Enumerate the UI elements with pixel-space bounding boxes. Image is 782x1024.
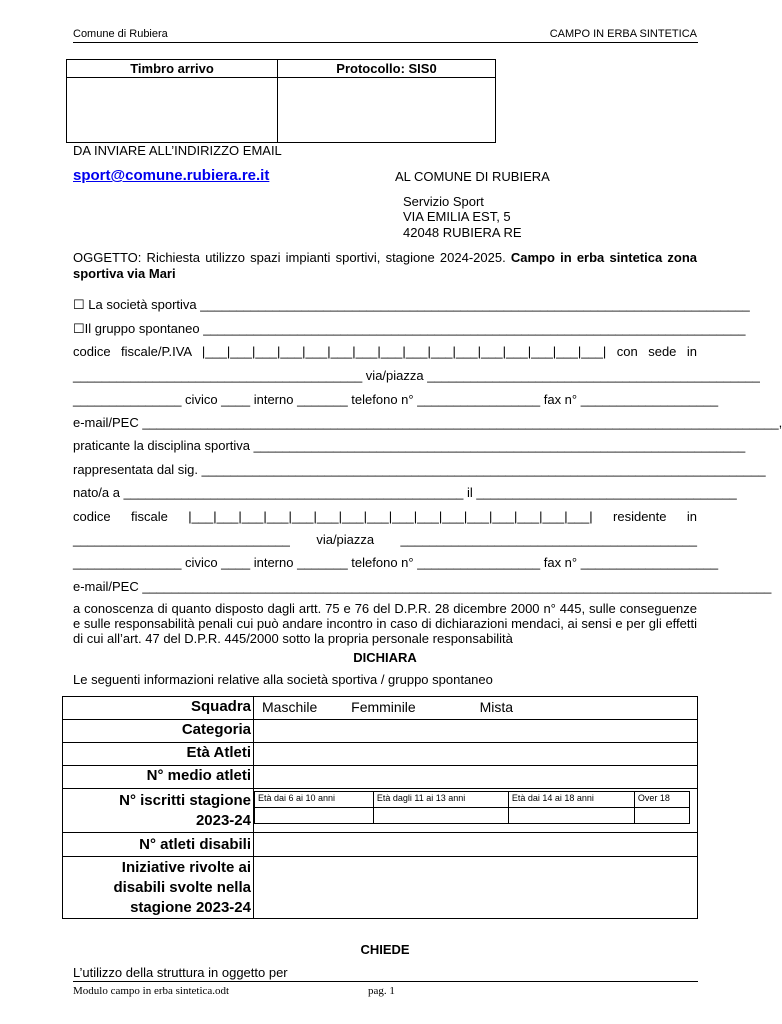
stamp-arrival-cell	[67, 78, 278, 143]
medio-atleti-label: N° medio atleti	[63, 766, 254, 789]
header-right: CAMPO IN ERBA SINTETICA	[549, 28, 697, 40]
form-gruppo[interactable]: ☐Il gruppo spontaneo ___________________________________________________________________________	[73, 321, 746, 336]
info-intro: Le seguenti informazioni relative alla società sportiva / gruppo spontaneo	[73, 672, 493, 687]
categoria-label: Categoria	[63, 720, 254, 743]
eta-atleti-cell[interactable]	[254, 743, 698, 766]
option-mista[interactable]: Mista	[479, 699, 514, 715]
age-group-11-13-value[interactable]	[373, 808, 508, 824]
utilizzo-text: L’utilizzo della struttura in oggetto per	[73, 965, 288, 980]
form-email-pec-2[interactable]: e-mail/PEC _______________________________________________________________________________________	[73, 579, 772, 594]
form-codice-fiscale-piva[interactable]: codice fiscale/P.IVA |___|___|___|___|___|___|___|___|___|___|___|___|___|___|___|___| con sede in	[73, 344, 697, 359]
subject-bold: Campo in erba sintetica zona sportiva via Mari	[73, 250, 697, 281]
chiede-heading: CHIEDE	[360, 942, 410, 957]
squadra-label: Squadra	[63, 697, 254, 720]
age-group-11-13: Età dagli 11 ai 13 anni	[373, 792, 508, 808]
form-praticante[interactable]: praticante la disciplina sportiva ____________________________________________________________________	[73, 438, 746, 453]
squadra-options	[254, 697, 698, 720]
form-via-1[interactable]: ________________________________________ via/piazza ______________________________________________	[73, 368, 760, 383]
recipient-line2: Servizio Sport	[403, 194, 484, 209]
age-group-14-18-value[interactable]	[508, 808, 634, 824]
team-info-table	[62, 696, 698, 919]
iniziative-label-line2: disabili svolte nella	[113, 879, 251, 896]
eta-atleti-label: Età Atleti	[63, 743, 254, 766]
form-nato[interactable]: nato/a a _______________________________________________ il ____________________________________	[73, 485, 737, 500]
form-via-2[interactable]: ______________________________ via/piazza _________________________________________	[73, 532, 697, 547]
iscritti-label	[63, 789, 254, 833]
iniziative-label-line1: Iniziative rivolte ai	[121, 859, 251, 876]
stamp-protocol-cell	[278, 78, 496, 143]
categoria-cell[interactable]	[254, 720, 698, 743]
iniziative-label	[63, 857, 254, 919]
form-codice-fiscale[interactable]: codice fiscale |___|___|___|___|___|___|___|___|___|___|___|___|___|___|___|___| residente in	[73, 509, 697, 524]
recipient-line3: VIA EMILIA EST, 5	[403, 209, 511, 224]
iscritti-label-line1: N° iscritti stagione	[119, 792, 251, 809]
form-email-pec-1[interactable]: e-mail/PEC ________________________________________________________________________________________,	[73, 415, 782, 430]
age-group-over-18: Over 18	[634, 792, 689, 808]
medio-atleti-cell[interactable]	[254, 766, 698, 789]
disabili-cell[interactable]	[254, 833, 698, 857]
age-group-6-10: Età dai 6 ai 10 anni	[255, 792, 374, 808]
subject	[73, 250, 697, 282]
stamp-arrival-header: Timbro arrivo	[67, 60, 278, 78]
recipient-line1: AL COMUNE DI RUBIERA	[395, 169, 550, 184]
stamp-protocol-header: Protocollo: SIS0	[278, 60, 496, 78]
option-maschile[interactable]: Maschile	[262, 699, 318, 715]
utilizzo-line	[73, 981, 698, 982]
iscritti-cell	[254, 789, 698, 833]
form-civico-1[interactable]: _______________ civico ____ interno _______ telefono n° _________________ fax n° ___________________	[73, 392, 719, 407]
age-group-over-18-value[interactable]	[634, 808, 689, 824]
form-rappresentata[interactable]: rappresentata dal sig. ______________________________________________________________________________	[73, 462, 766, 477]
age-groups-table	[254, 791, 690, 824]
subject-prefix: OGGETTO: Richiesta utilizzo spazi impianti sportivi, stagione 2024-2025.	[73, 250, 511, 265]
declaration-text: a conoscenza di quanto disposto dagli artt. 75 e 76 del D.P.R. 28 dicembre 2000 n° 445, sulle conseguenze e sulle responsabilità penali cui può andare incontro in caso di dichiarazioni mendaci, ai sensi e per gli effetti di cui all’art. 47 del D.P.R. 445/2000 sotto la propria personale responsabilità	[73, 601, 697, 646]
stamp-table	[66, 59, 496, 143]
form-civico-2[interactable]: _______________ civico ____ interno _______ telefono n° _________________ fax n° ___________________	[73, 555, 719, 570]
age-group-6-10-value[interactable]	[255, 808, 374, 824]
iniziative-label-line3: stagione 2023-24	[130, 899, 251, 916]
header-left: Comune di Rubiera	[73, 28, 168, 40]
iscritti-label-line2: 2023-24	[195, 812, 251, 829]
age-group-14-18: Età dai 14 ai 18 anni	[508, 792, 634, 808]
send-to-label: DA INVIARE ALL’INDIRIZZO EMAIL	[73, 143, 282, 158]
footer-filename: Modulo campo in erba sintetica.odt	[73, 985, 230, 997]
disabili-label: N° atleti disabili	[63, 833, 254, 857]
dichiara-heading: DICHIARA	[353, 650, 417, 665]
email-link[interactable]: sport@comune.rubiera.re.it	[73, 167, 270, 184]
header-divider	[73, 42, 698, 43]
iniziative-cell[interactable]	[254, 857, 698, 919]
footer-page-number: pag. 1	[368, 985, 395, 997]
recipient-line4: 42048 RUBIERA RE	[403, 225, 522, 240]
form-societa[interactable]: ☐ La società sportiva ____________________________________________________________________________	[73, 297, 750, 312]
option-femminile[interactable]: Femminile	[351, 699, 416, 715]
